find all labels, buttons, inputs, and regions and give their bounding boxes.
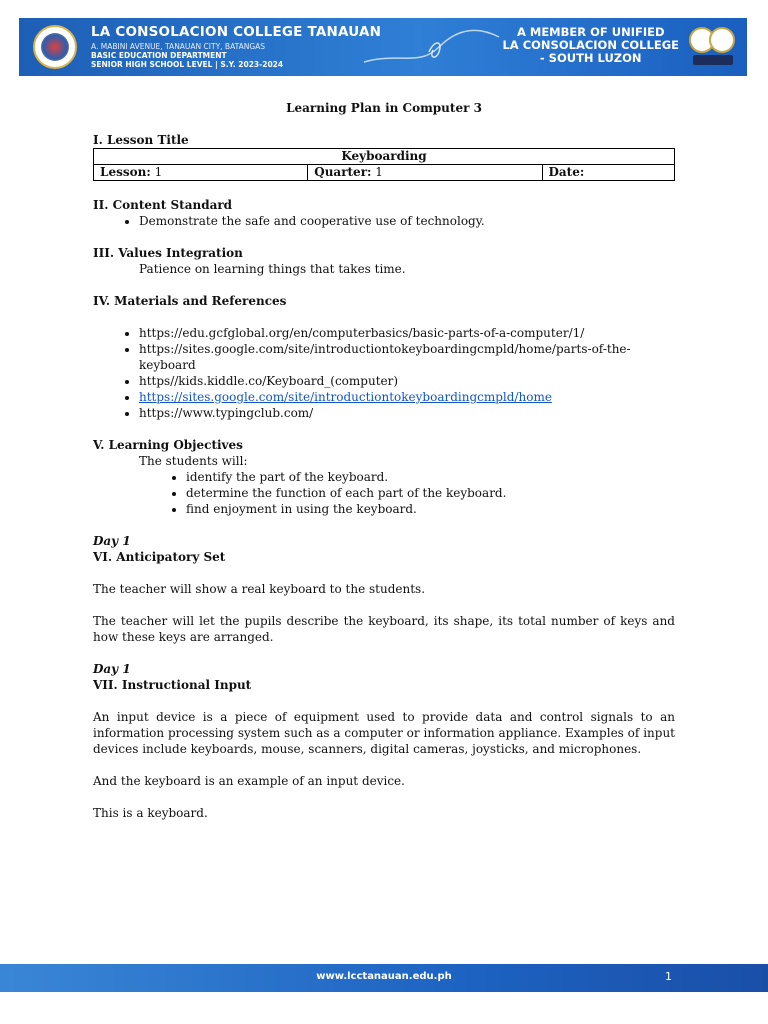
- anticipatory-paragraph-1: The teacher will show a real keyboard to the students.: [93, 582, 426, 596]
- document-title: Learning Plan in Computer 3: [286, 101, 482, 115]
- instructional-paragraph-1: An input device is a piece of equipment used to provide data and control signals to an information processing system such as a computer or information appliance. Examples of input devices include keyboards, mouse, scanners, digital cameras, joysticks, and microphones.: [93, 710, 675, 756]
- list-item: • identify the part of the keyboard.: [186, 469, 675, 485]
- department-name: BASIC EDUCATION DEPARTMENT: [91, 51, 227, 60]
- school-level: SENIOR HIGH SCHOOL LEVEL | S.Y. 2023-2024: [91, 60, 284, 69]
- footer-bar: [0, 964, 768, 992]
- member-line-1: A MEMBER OF UNIFIED: [516, 25, 665, 39]
- anticipatory-heading: VI. Anticipatory Set: [93, 550, 226, 564]
- school-seal-logo: [33, 25, 77, 69]
- list-item: • https://sites.google.com/site/introductiontokeyboardingcmpld/home/parts-of-the-keyboard: [139, 341, 675, 373]
- values-text: Patience on learning things that takes time.: [139, 262, 406, 276]
- list-item: [139, 389, 675, 405]
- objectives-list: [93, 469, 675, 517]
- content-standard-heading: II. Content Standard: [93, 198, 233, 212]
- lesson-topic-cell: Keyboarding: [94, 149, 675, 165]
- instructional-paragraph-3: This is a keyboard.: [93, 806, 208, 820]
- lesson-cell: Lesson: 1: [94, 165, 308, 181]
- list-item: • Demonstrate the safe and cooperative use of technology.: [139, 213, 675, 229]
- unified-lcc-logo: [689, 25, 737, 69]
- school-name: LA CONSOLACION COLLEGE TANAUAN: [91, 24, 382, 40]
- instructional-heading: VII. Instructional Input: [93, 678, 252, 692]
- instructional-paragraph-2: And the keyboard is an example of an input device.: [93, 774, 405, 788]
- day-label: Day 1: [93, 534, 131, 548]
- list-item: • https//kids.kiddle.co/Keyboard_(computer): [139, 373, 675, 389]
- letterhead-banner: [19, 18, 747, 76]
- list-item: • determine the function of each part of the keyboard.: [186, 485, 675, 501]
- member-statement: [502, 26, 679, 65]
- day-label: Day 1: [93, 662, 131, 676]
- materials-heading: IV. Materials and References: [93, 294, 287, 308]
- lesson-title-heading: I. Lesson Title: [93, 133, 189, 147]
- footer-url: www.lcctanauan.edu.ph: [316, 971, 452, 982]
- anticipatory-paragraph-2: The teacher will let the pupils describe the keyboard, its shape, its total number of keys and how these keys are arranged.: [93, 614, 675, 644]
- values-heading: III. Values Integration: [93, 246, 243, 260]
- reference-link[interactable]: https://sites.google.com/site/introductiontokeyboardingcmpld/home: [139, 390, 552, 404]
- list-item: • https://edu.gcfglobal.org/en/computerbasics/basic-parts-of-a-computer/1/: [139, 325, 675, 341]
- member-line-3: - SOUTH LUZON: [539, 51, 642, 65]
- lesson-info-table: [93, 148, 675, 181]
- list-item: • find enjoyment in using the keyboard.: [186, 501, 675, 517]
- list-item: • https://www.typingclub.com/: [139, 405, 675, 421]
- quarter-cell: Quarter: 1: [308, 165, 542, 181]
- objectives-intro: The students will:: [139, 454, 248, 468]
- materials-list: [93, 325, 675, 421]
- document-body: [93, 100, 675, 821]
- member-line-2: LA CONSOLACION COLLEGE: [502, 38, 679, 52]
- content-standard-list: [93, 213, 675, 229]
- decorative-swoosh-icon: [359, 22, 509, 72]
- school-address: A. MABINI AVENUE, TANAUAN CITY, BATANGAS: [91, 42, 266, 51]
- page-number: 1: [665, 970, 672, 983]
- objectives-heading: V. Learning Objectives: [93, 438, 243, 452]
- date-cell: Date:: [542, 165, 675, 181]
